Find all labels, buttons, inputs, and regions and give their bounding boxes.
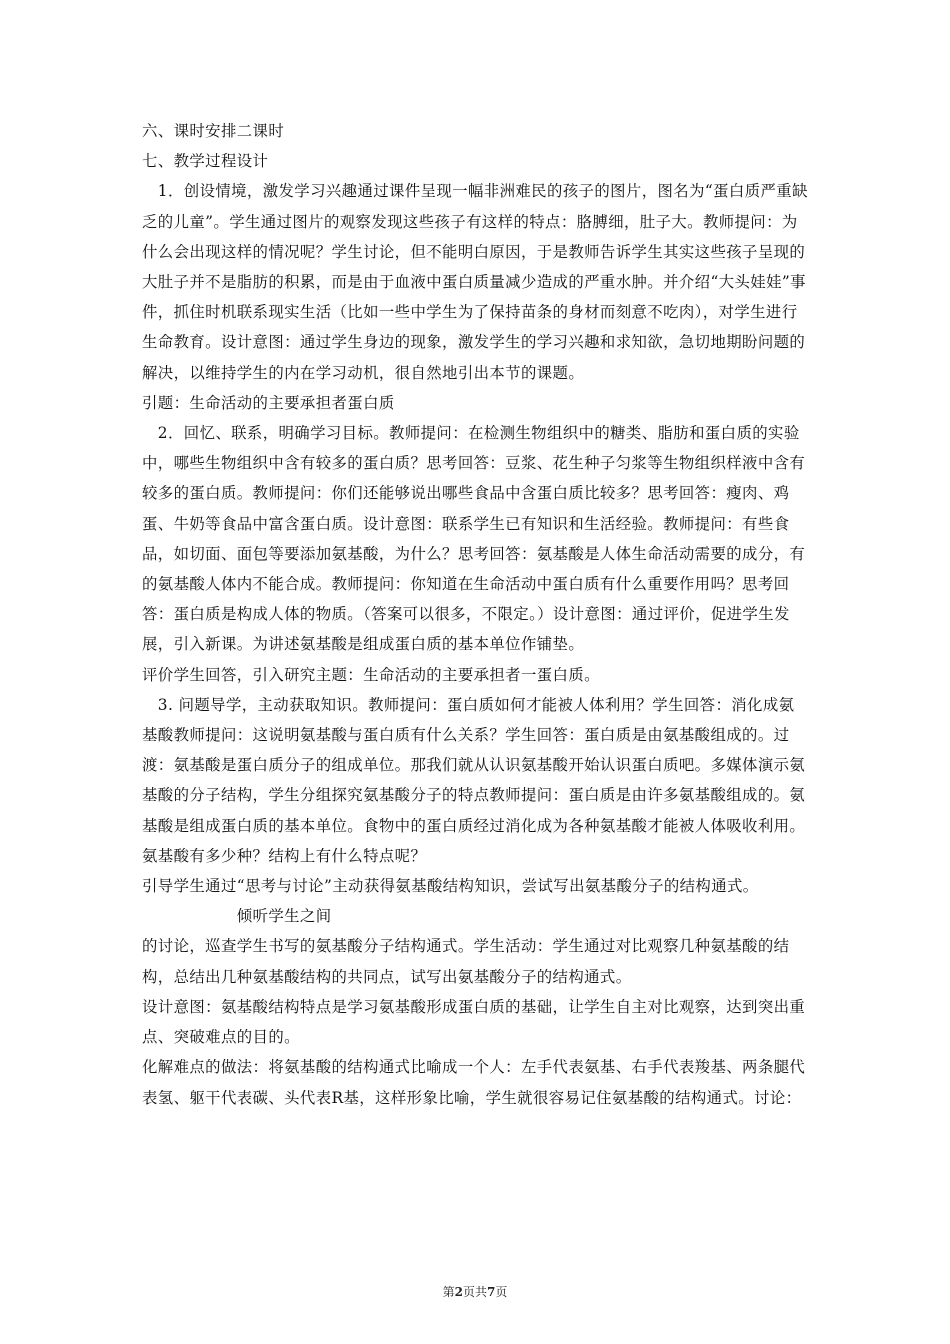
paragraph: 设计意图：氨基酸结构特点是学习氨基酸形成蛋白质的基础，让学生自主对比观察，达到突出重点、突破难点的目的。: [142, 997, 806, 1047]
document-body: [142, 116, 810, 1113]
paragraph: 引导学生通过“思考与讨论”主动获得氨基酸结构知识，尝试写出氨基酸分子的结构通式。: [142, 877, 759, 896]
paragraph: 六、课时安排二课时: [142, 122, 285, 140]
paragraph: 3. 问题导学，主动获取知识。教师提问：蛋白质如何才能被人体利用？学生回答：消化成氨基酸教师提问：这说明氨基酸与蛋白质有什么关系？学生回答：蛋白质是由氨基酸组成的。过渡：氨基酸是蛋白质分子的组成单位。那我们就从认识氨基酸开始认识蛋白质吧。多媒体演示氨基酸的分子结构，学生分组探究氨基酸分子的特点教师提问：蛋白质是由许多氨基酸组成的。氨基酸是组成蛋白质的基本单位。食物中的蛋白质经过消化成为各种氨基酸才能被人体吸收利用。氨基酸有多少种？结构上有什么特点呢？: [142, 695, 806, 865]
paragraph: 2．回忆、联系，明确学习目标。教师提问：在检测生物组织中的糖类、脂肪和蛋白质的实验中，哪些生物组织中含有较多的蛋白质？思考回答：豆浆、花生种子匀浆等生物组织样液中含有较多的蛋白质。教师提问：你们还能够说出哪些食品中含蛋白质比较多？思考回答：瘦肉、鸡蛋、牛奶等食品中富含蛋白质。设计意图：联系学生已有知识和生活经验。教师提问：有些食品，如切面、面包等要添加氨基酸，为什么？思考回答：氨基酸是人体生命活动需要的成分，有的氨基酸人体内不能合成。教师提问：你知道在生命活动中蛋白质有什么重要作用吗？思考回答：蛋白质是构成人体的物质。（答案可以很多，不限定。）设计意图：通过评价，促进学生发展，引入新课。为讲述氨基酸是组成蛋白质的基本单位作铺垫。: [142, 424, 806, 654]
paragraph: 引题：生命活动的主要承担者蛋白质: [142, 393, 395, 412]
paragraph: 化解难点的做法：将氨基酸的结构通式比喻成一个人：左手代表氨基、右手代表羧基、两条腿代表氢、躯干代表碳、头代表R基，这样形象比喻，学生就很容易记住氨基酸的结构通式。讨论：: [142, 1058, 806, 1107]
paragraph: 的讨论，巡查学生书写的氨基酸分子结构通式。学生活动：学生通过对比观察几种氨基酸的结构，总结出几种氨基酸结构的共同点，试写出氨基酸分子的结构通式。: [142, 937, 790, 986]
page-footer: [0, 1283, 950, 1300]
paragraph: 七、教学过程设计: [142, 152, 269, 171]
footer-prefix: 第: [442, 1285, 455, 1299]
paragraph: 评价学生回答，引入研究主题：生命活动的主要承担者一蛋白质。: [142, 665, 600, 684]
footer-page-number: 2: [454, 1285, 463, 1299]
footer-total-pages: 7: [487, 1285, 496, 1299]
paragraph: 倾听学生之间: [142, 907, 332, 926]
footer-middle: 页共: [462, 1285, 487, 1299]
paragraph: 1．创设情境，激发学习兴趣通过课件呈现一幅非洲难民的孩子的图片，图名为“蛋白质严重缺乏的儿童”。学生通过图片的观察发现这些孩子有这样的特点：胳膊细，肚子大。教师提问：为什么会出现这样的情况呢？学生讨论，但不能明白原因，于是教师告诉学生其实这些孩子呈现的大肚子并不是脂肪的积累，而是由于血液中蛋白质量减少造成的严重水肿。并介绍“大头娃娃”事件，抓住时机联系现实生活（比如一些中学生为了保持苗条的身材而刻意不吃肉），对学生进行生命教育。设计意图：通过学生身边的现象，激发学生的学习兴趣和求知欲，急切地期盼问题的解决，以维持学生的内在学习动机，很自然地引出本节的课题。: [142, 182, 808, 382]
footer-suffix: 页: [495, 1285, 508, 1299]
